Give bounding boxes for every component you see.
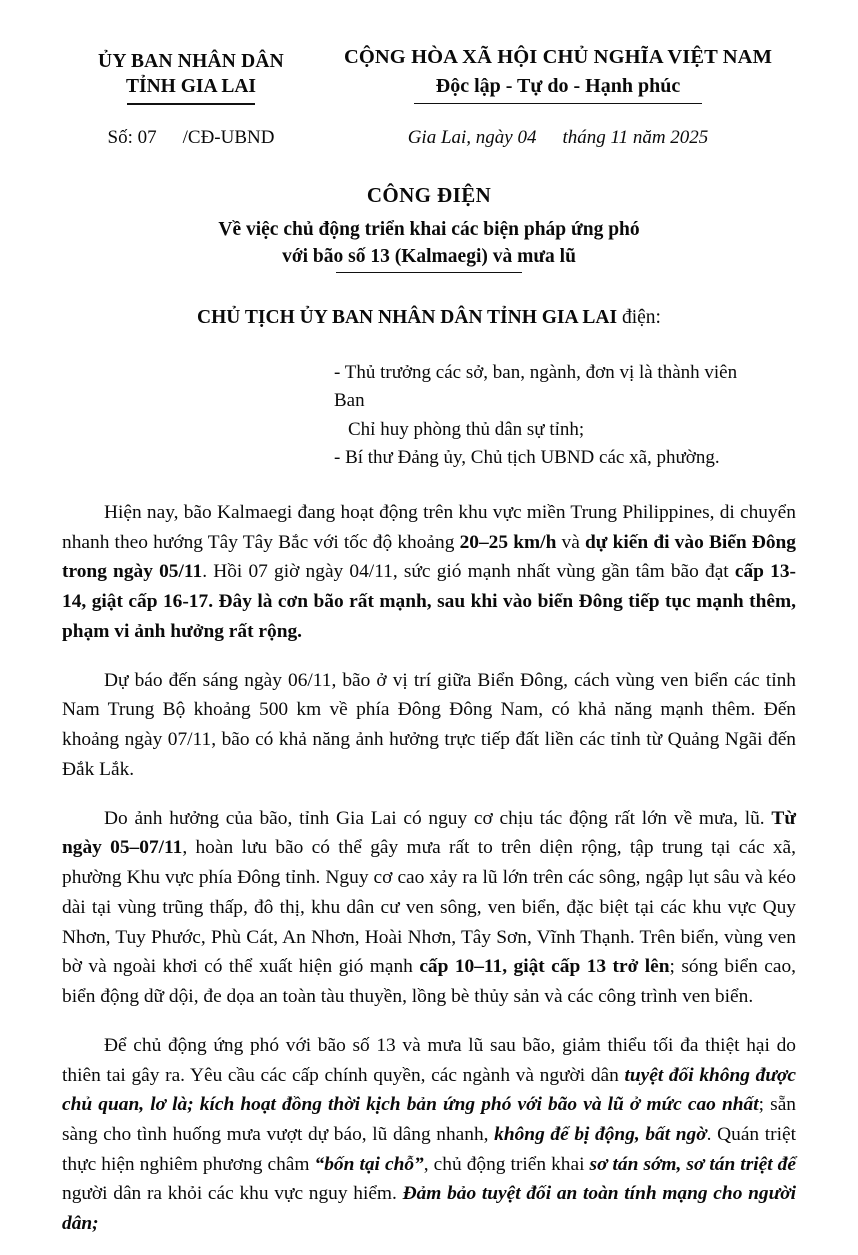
p3-text-3: ; sóng biển cao, biển động dữ dội, đe dọa an toàn tàu thuyền, lồng bè thủy sản và các công trình ven biển. xyxy=(62,956,797,1007)
p4-emph-3: “bốn tại chỗ” xyxy=(314,1153,424,1175)
place-date: Gia Lai, ngày 04 xyxy=(407,126,537,148)
p4-emph-5: Đảm bảo tuyệt đối an toàn tính mạng cho người dân; xyxy=(62,1183,796,1235)
p4-emph-2: không để bị động, bất ngờ xyxy=(494,1124,707,1146)
recipient-item-1: - Thủ trưởng các sở, ban, ngành, đơn vị là thành viên Ban xyxy=(334,362,738,412)
p4-emph-4: sơ tán sớm, sơ tán triệt để xyxy=(589,1153,796,1175)
issuing-organization xyxy=(62,44,320,105)
place-and-date xyxy=(320,127,796,149)
p4-text-5: người dân ra khỏi các khu vực nguy hiểm. xyxy=(62,1183,403,1205)
document-subject-line1: Về việc chủ động triển khai các biện pháp ứng phó xyxy=(218,218,640,240)
document-number: Số: 07 xyxy=(107,126,157,148)
p3-text-2: , hoàn lưu bão có thể gây mưa rất to trên diện rộng, tập trung tại các xã, phường Khu vực phía Đông tỉnh. Nguy cơ cao xảy ra lũ lớn trên các sông, ngập lụt sâu và kéo dài tại vùng trũng thấp, đô thị, khu dân cư ven sông, ven biển, đặc biệt tại các khu vực Quy Nhơn, Tuy Phước, Phù Cát, An Nhơn, Hoài Nhơn, Tây Sơn, Vĩnh Thạnh. Trên biển, vùng ven bờ và ngoài khơi có thể xuất hiện gió mạnh xyxy=(62,837,796,978)
document-subject xyxy=(62,216,796,274)
title-block xyxy=(62,183,796,274)
national-title: CỘNG HÒA XÃ HỘI CHỦ NGHĨA VIỆT NAM xyxy=(343,46,773,68)
subject-underline xyxy=(336,272,522,274)
org-name-line2: TỈNH GIA LAI xyxy=(125,75,257,97)
org-underline xyxy=(127,103,255,105)
paragraph-2: Dự báo đến sáng ngày 06/11, bão ở vị trí giữa Biển Đông, cách vùng ven biển các tỉnh Nam Trung Bộ khoảng 500 km về phía Đông Đông Nam, có khả năng mạnh thêm. Đến khoảng ngày 07/11, bão có khả năng ảnh hưởng trực tiếp đất liền các tỉnh từ Quảng Ngãi đến Đắk Lắk. xyxy=(62,669,796,780)
issuer-title: CHỦ TỊCH ỦY BAN NHÂN DÂN TỈNH GIA LAI xyxy=(197,307,618,329)
p4-text-2: ; sẵn sàng cho tình huống mưa vượt dự báo, lũ dâng nhanh, xyxy=(62,1094,796,1146)
p4-text-3: . Quán triệt thực hiện nghiêm phương châm xyxy=(62,1124,796,1175)
recipient-item-1-cont: Chỉ huy phòng thủ dân sự tỉnh; xyxy=(348,418,585,440)
document-meta-row xyxy=(62,127,796,149)
month-year: tháng 11 năm 2025 xyxy=(562,126,709,148)
national-motto-underline xyxy=(414,103,702,105)
document-body xyxy=(62,498,796,1239)
p1-bold-1: 20–25 km/h xyxy=(459,531,557,553)
recipient-item-2: - Bí thư Đảng ủy, Chủ tịch UBND các xã, phường. xyxy=(334,446,720,468)
p1-text-1: Hiện nay, bão Kalmaegi đang hoạt động trên khu vực miền Trung Philippines, di chuyển nhanh theo hướng Tây Tây Bắc với tốc độ khoảng xyxy=(62,501,796,553)
p4-text-1: Để chủ động ứng phó với bão số 13 và mưa lũ sau bão, giảm thiểu tối đa thiệt hại do thiên tai gây ra. Yêu cầu các cấp chính quyền, các ngành và người dân xyxy=(62,1034,796,1086)
p1-text-3: . Hồi 07 giờ ngày 04/11, sức gió mạnh nhất vùng gần tâm bão đạt xyxy=(202,561,735,583)
p4-text-4: , chủ động triển khai xyxy=(423,1153,590,1175)
p3-text-1: Do ảnh hưởng của bão, tỉnh Gia Lai có nguy cơ chịu tác động rất lớn về mưa, lũ. xyxy=(104,807,772,829)
paragraph-1 xyxy=(62,498,796,646)
document-symbol: /CĐ-UBND xyxy=(182,126,275,148)
document-number-block xyxy=(62,127,320,149)
national-motto: Độc lập - Tự do - Hạnh phúc xyxy=(435,74,681,97)
p4-emph-1: tuyệt đối không được chủ quan, lơ là; kích hoạt đồng thời kịch bản ứng phó với bão và lũ ở mức cao nhất xyxy=(62,1064,796,1116)
p1-bold-3: cấp 13-14, giật cấp 16-17. Đây là cơn bão rất mạnh, sau khi vào biển Đông tiếp tục mạnh thêm, phạm vi ảnh hưởng rất rộng. xyxy=(62,561,796,642)
issuer-line xyxy=(62,307,796,329)
document-type-title: CÔNG ĐIỆN xyxy=(366,182,492,207)
document-header xyxy=(62,44,796,105)
paragraph-4 xyxy=(62,1031,796,1239)
issuer-verb: điện: xyxy=(617,307,661,329)
p1-bold-2: dự kiến đi vào Biển Đông trong ngày 05/11 xyxy=(62,531,797,583)
p3-bold-1: Từ ngày 05–07/11 xyxy=(62,807,796,859)
recipient-list xyxy=(62,359,796,471)
national-heading xyxy=(320,44,796,104)
p3-bold-2: cấp 10–11, giật cấp 13 trở lên xyxy=(419,956,670,978)
document-subject-line2: với bão số 13 (Kalmaegi) và mưa lũ xyxy=(282,246,576,268)
paragraph-3 xyxy=(62,804,796,1012)
p1-text-2: và xyxy=(556,531,586,553)
org-name-line1: ỦY BAN NHÂN DÂN xyxy=(98,51,284,72)
